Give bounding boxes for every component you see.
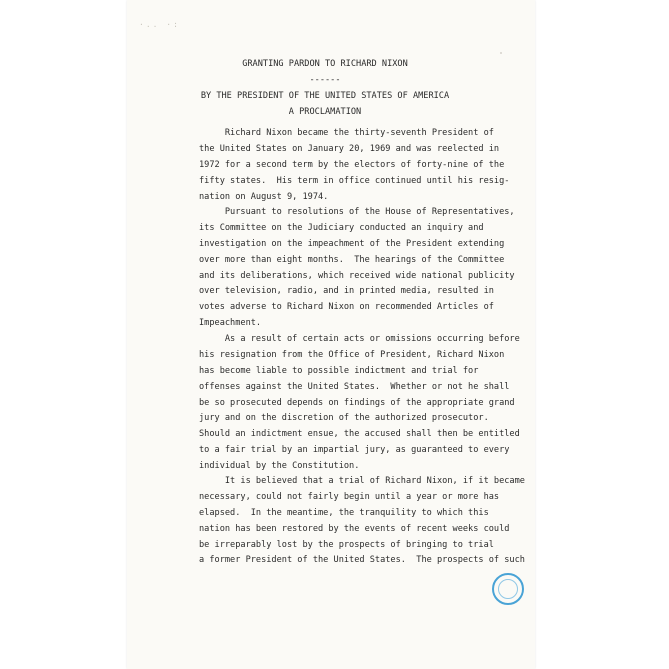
text-line: It is believed that a trial of Richard Nixon, if it became (199, 476, 525, 486)
text-line: the United States on January 20, 1969 and was reelected in (199, 143, 500, 154)
text-line: As a result of certain acts or omissions occurring before (199, 334, 520, 344)
text-line: over more than eight months. The hearings of the Committee (199, 254, 505, 265)
text-line: Should an indictment ensue, the accused shall then be entitled (199, 429, 520, 440)
text-line: over television, radio, and in printed media, resulted in (199, 286, 494, 297)
text-line: elapsed. In the meantime, the tranquility to which this (199, 507, 489, 518)
text-line: to a fair trial by an impartial jury, as guaranteed to every (199, 445, 510, 456)
title-rule: ------ (309, 75, 341, 85)
paragraph-3 (199, 332, 520, 475)
corner-notation: ·.. ·: (139, 20, 180, 29)
text-line: Richard Nixon became the thirty-seventh President of (199, 128, 494, 138)
text-line: 1972 for a second term by the electors of forty-nine of the (199, 159, 505, 170)
paragraph-2 (199, 205, 515, 332)
text-line: necessary, could not fairly begin until a year or more has (199, 491, 500, 502)
paragraph-1 (199, 126, 509, 205)
text-line: jury and on the discretion of the authorized prosecutor. (199, 413, 489, 424)
text-line: be irreparably lost by the prospects of bringing to trial (199, 539, 494, 550)
text-line: nation has been restored by the events of recent weeks could (199, 523, 510, 534)
proclamation-subheading: A PROCLAMATION (288, 107, 362, 117)
text-line: fifty states. His term in office continued until his resig- (199, 175, 510, 186)
text-line: a former President of the United States. The prospects of such (199, 555, 525, 566)
text-line: its Committee on the Judiciary conducted an inquiry and (199, 222, 484, 233)
proclamation-heading: BY THE PRESIDENT OF THE UNITED STATES OF AMERICA (200, 91, 450, 101)
text-line: Impeachment. (199, 318, 262, 329)
text-line: has become liable to possible indictment and trial for (199, 365, 479, 376)
paper-speck (500, 52, 502, 54)
text-line: individual by the Constitution. (199, 461, 360, 472)
text-line: investigation on the impeachment of the President extending (199, 238, 505, 249)
text-line: be so prosecuted depends on findings of the appropriate grand (199, 397, 515, 408)
text-line: votes adverse to Richard Nixon on recommended Articles of (199, 302, 494, 313)
text-line: nation on August 9, 1974. (199, 191, 329, 202)
text-line: Pursuant to resolutions of the House of Representatives, (199, 207, 515, 217)
text-line: offenses against the United States. Whether or not he shall (199, 381, 510, 392)
text-line: and its deliberations, which received wide national publicity (199, 270, 515, 281)
paragraph-4 (199, 474, 525, 569)
text-line: his resignation from the Office of President, Richard Nixon (199, 349, 505, 360)
document-title: GRANTING PARDON TO RICHARD NIXON (242, 59, 408, 69)
archive-stamp (492, 573, 524, 605)
